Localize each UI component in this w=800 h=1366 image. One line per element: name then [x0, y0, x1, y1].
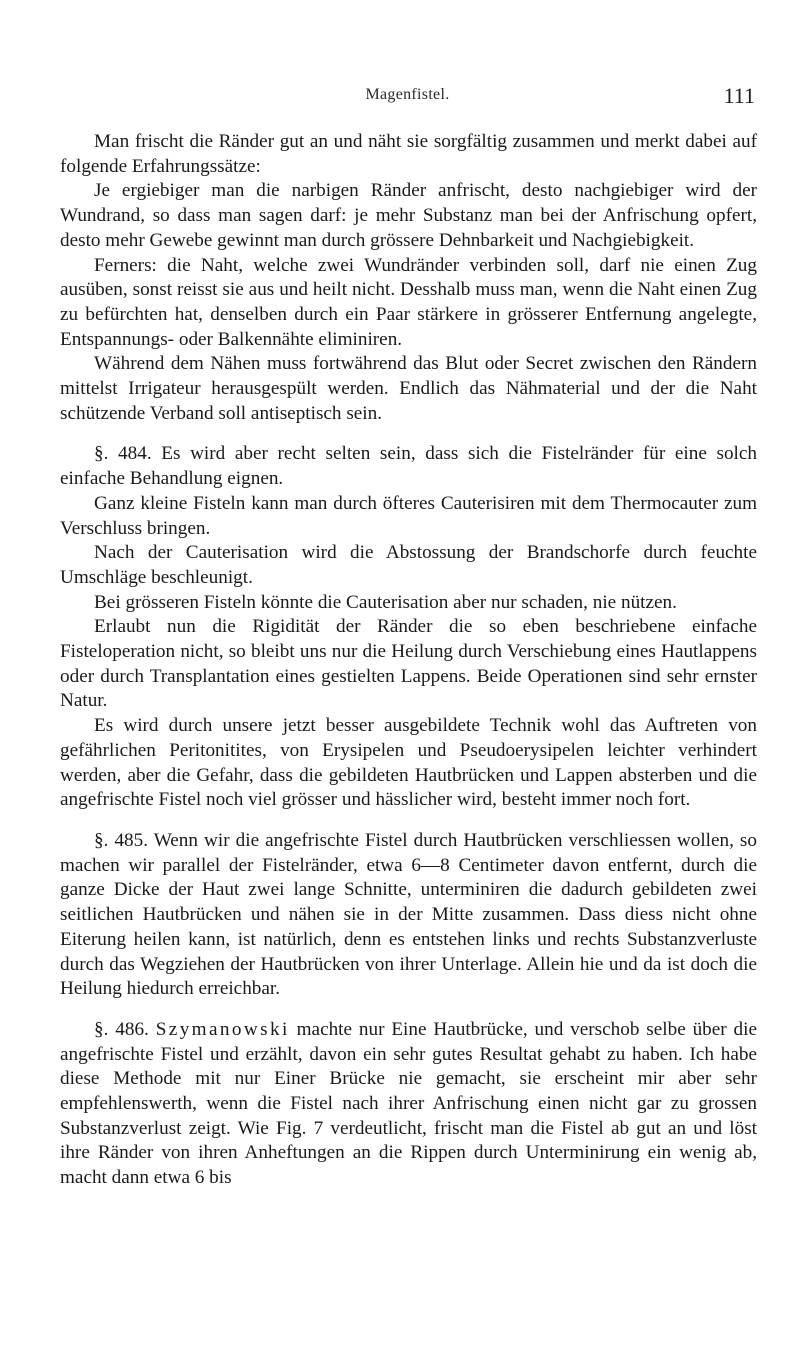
paragraph-section-484: §. 484. Es wird aber recht selten sein, dass sich die Fistelränder für eine solch einfache Behandlung eignen. [60, 443, 757, 490]
paragraph-intro: Man frischt die Ränder gut an und näht sie sorgfältig zusammen und merkt dabei auf folgende Erfahrungssätze: [60, 131, 757, 177]
paragraph-cauterisiren: Ganz kleine Fisteln kann man durch öfteres Cauterisiren mit dem Thermocauter zum Verschluss bringen. [60, 492, 757, 539]
paragraph-section-485: §. 485. Wenn wir die angefrischte Fistel durch Hautbrücken verschliessen wollen, so machen wir parallel der Fistelränder, etwa 6—8 Centimeter davon entfernt, durch die ganze Dicke der Haut zwei lange Schnitte, unterminiren die dadurch gebildeten zwei seitlichen Hautbrücken und nähen sie in der Mitte zusammen. Dass diess nicht ohne Eiterung heilen kann, ist natürlich, denn es entstehen links und rechts Substanzverluste durch das Wegziehen der Hautbrücken von ihrer Unterlage. Allein hie und da ist doch die Heilung hiedurch erreichbar. [60, 829, 757, 1000]
section-486-number: §. 486. [94, 1018, 156, 1040]
running-title: Magenfistel. [365, 86, 450, 103]
author-name-szymanowski: Szymanowski [155, 1018, 290, 1040]
page-number: 111 [723, 83, 755, 108]
paragraph-rule-anfrischung: Je ergiebiger man die narbigen Ränder anfrischt, desto nachgiebiger wird der Wundrand, so dass man sagen darf: je mehr Substanz man bei der Anfrischung opfert, desto mehr Gewebe gewinnt man durch grössere Dehnbarkeit und Nachgiebigkeit. [60, 180, 757, 251]
paragraph-technik: Es wird durch unsere jetzt besser ausgebildete Technik wohl das Auftreten von gefährlichen Peritonitites, von Erysipelen und Pseudoerysipelen leichter verhindert werden, aber die Gefahr, dass die gebildeten Hautbrücken und Lappen absterben und die angefrischte Fistel noch viel grösser und hässlicher wird, besteht immer noch fort. [60, 715, 757, 811]
section-486-text: machte nur Eine Hautbrücke, und verschob selbe über die angefrischte Fistel und erzählt, davon ein sehr gutes Resultat gehabt zu haben. Ich habe diese Methode mit nur Einer Brücke nie gemacht, sie erscheint mir aber sehr empfehlenswerth, wenn die Fistel nach ihrer Anfrischung einen nicht gar zu grossen Substanzverlust zeigt. Wie Fig. 7 verdeutlicht, frischt man die Fistel ab gut an und löst ihre Ränder von ihren Anheftungen an die Rippen durch Unterminirung ein wenig ab, macht dann etwa 6 bis [60, 1018, 757, 1189]
body-text [60, 130, 757, 1191]
paragraph-rule-naht: Ferners: die Naht, welche zwei Wundränder verbinden soll, darf nie einen Zug ausüben, sonst reisst sie aus und heilt nicht. Desshalb muss man, wenn die Naht einen Zug zu befürchten hat, denselben durch ein Paar stärkere in grösserer Entfernung angelegte, Entspannungs- oder Balkennähte eliminiren. [60, 254, 757, 350]
paragraph-rigiditaet: Erlaubt nun die Rigidität der Ränder die so eben beschriebene einfache Fisteloperation nicht, so bleibt uns nur die Heilung durch Verschiebung eines Hautlappens oder durch Transplantation eines gestielten Lappens. Beide Operationen sind sehr ernster Natur. [60, 616, 757, 712]
paragraph-section-486 [60, 1018, 757, 1191]
running-head [60, 83, 755, 116]
paragraph-groessere-fisteln: Bei grösseren Fisteln könnte die Cauterisation aber nur schaden, nie nützen. [94, 591, 677, 613]
paragraph-brandschorfe: Nach der Cauterisation wird die Abstossung der Brandschorfe durch feuchte Umschläge beschleunigt. [60, 542, 757, 588]
paragraph-rule-irrigation: Während dem Nähen muss fortwährend das Blut oder Secret zwischen den Rändern mittelst Irrigateur herausgespült werden. Endlich das Nähmaterial und der die Naht schützende Verband soll antiseptisch sein. [60, 353, 757, 424]
